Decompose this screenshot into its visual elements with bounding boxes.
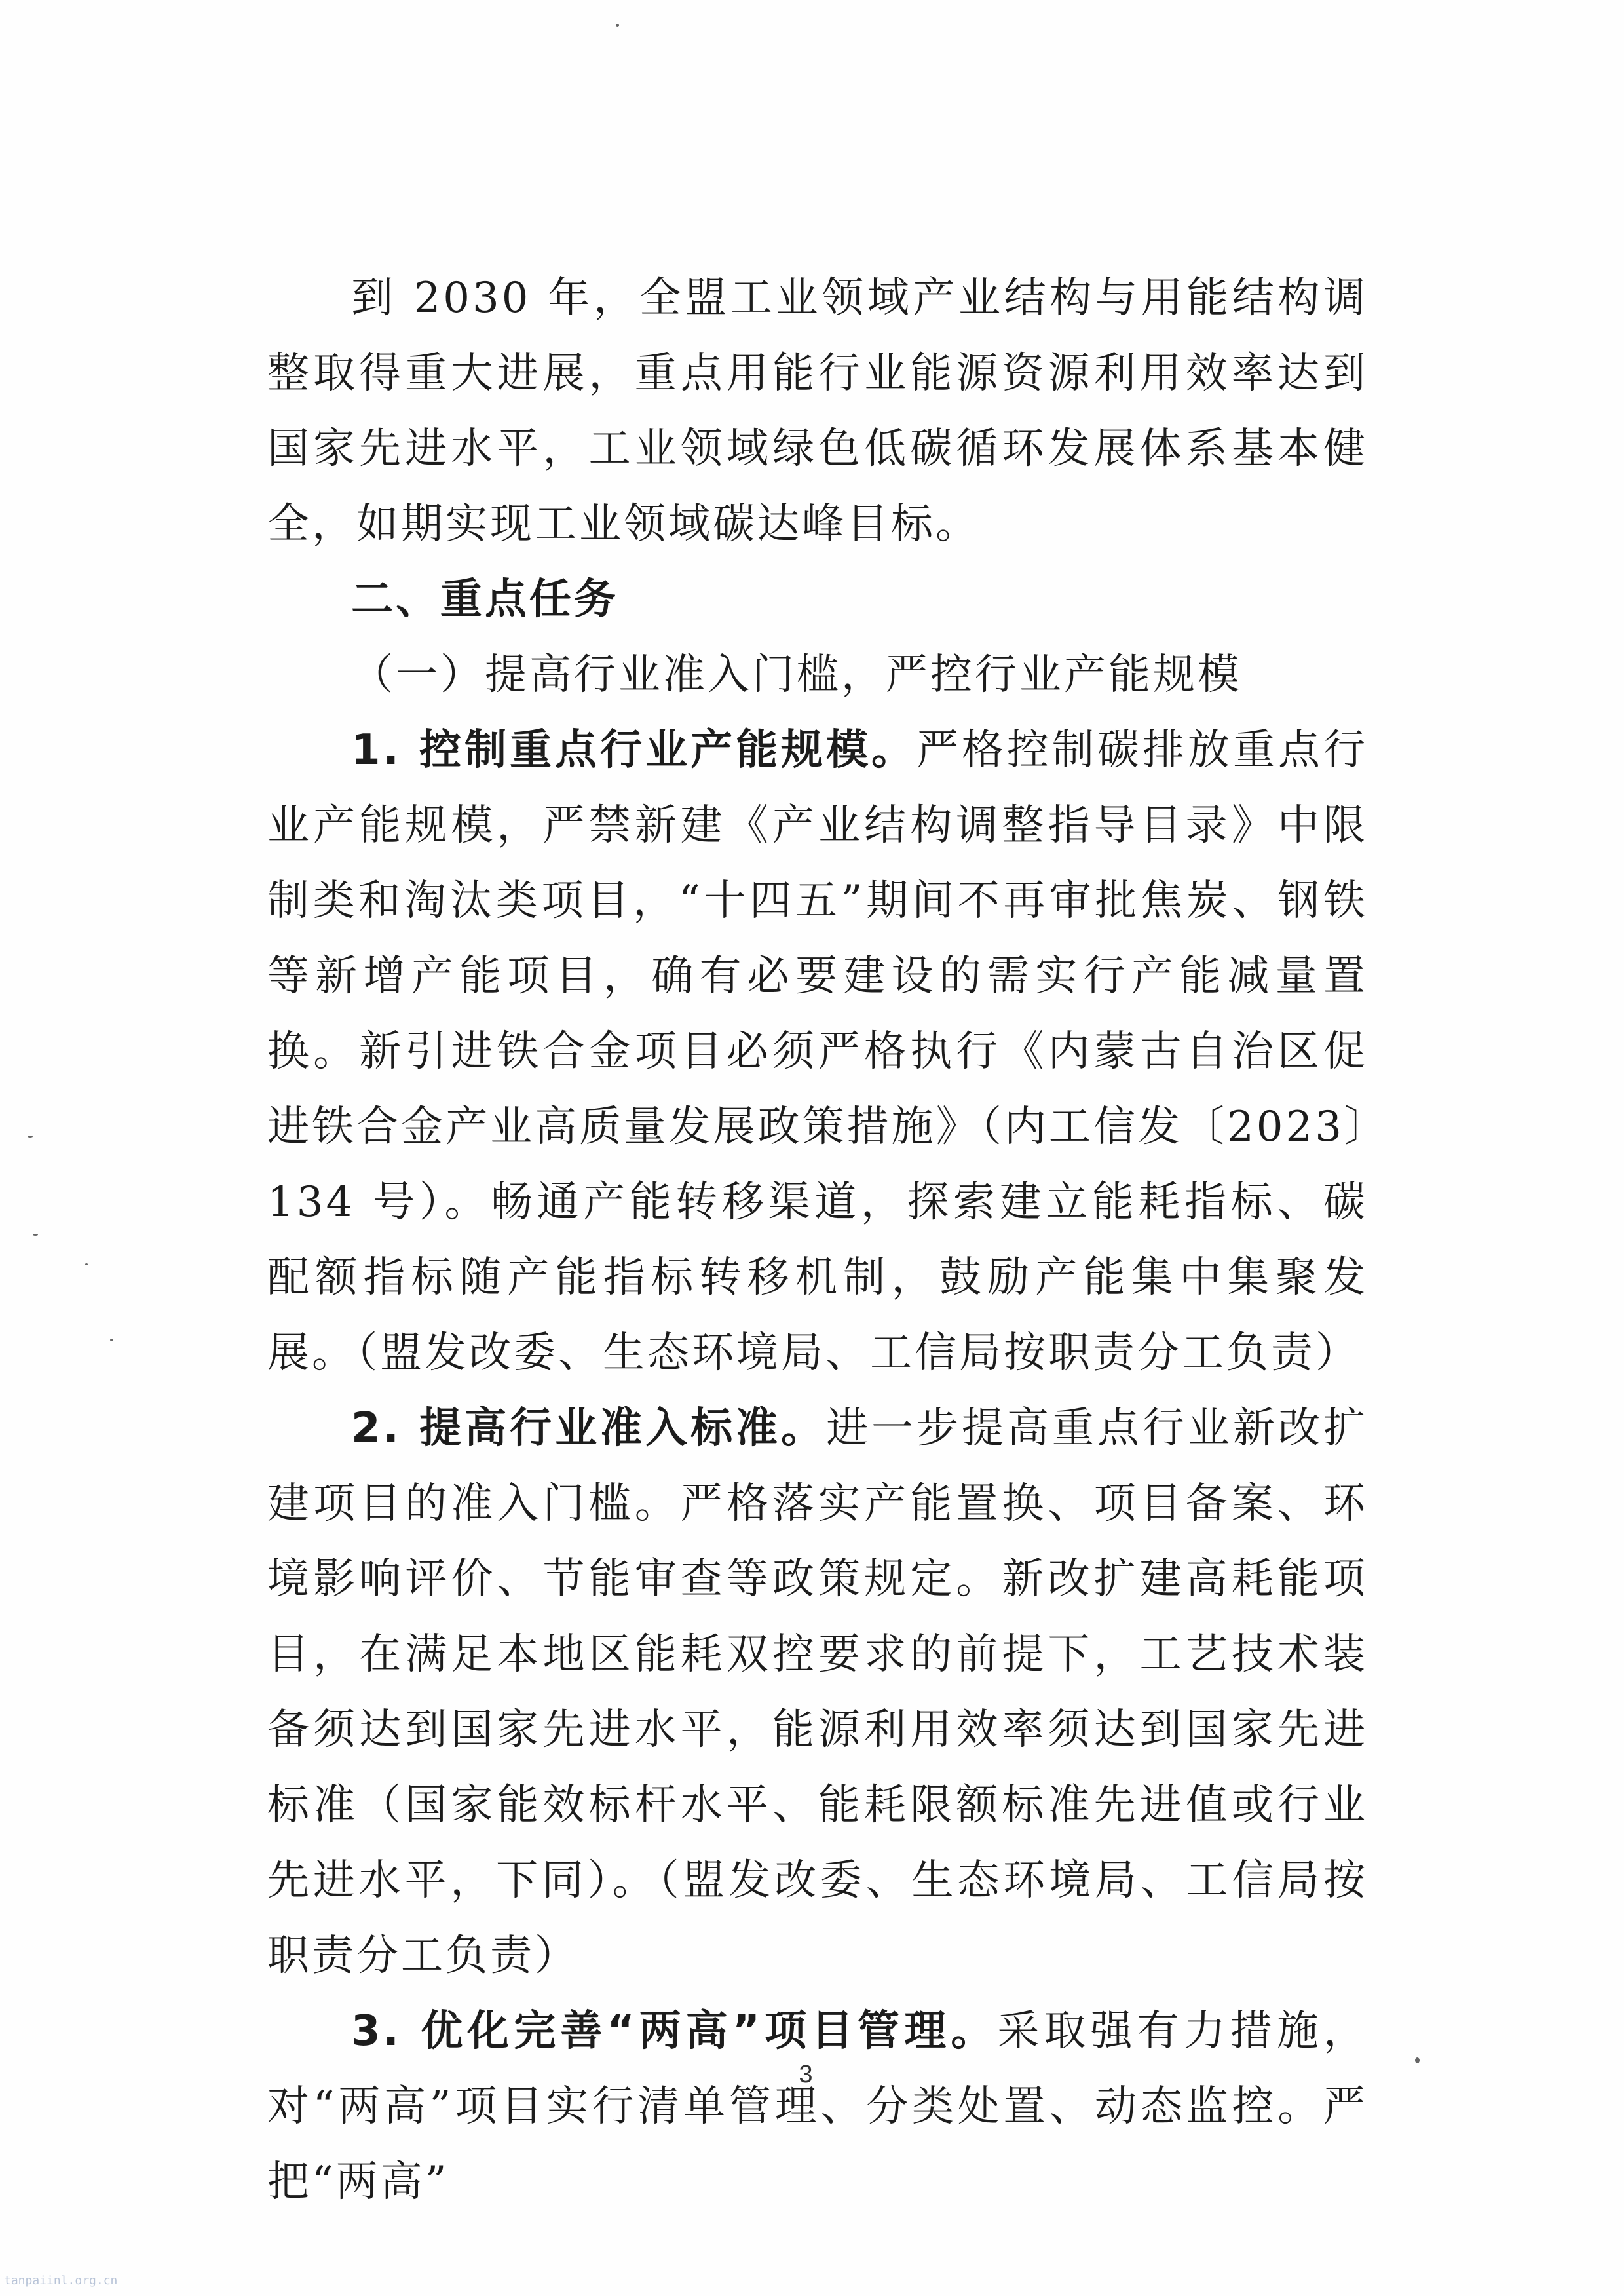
scan-speck [110,1339,113,1341]
task-item-2-text: 进一步提高重点行业新改扩建项目的准入门槛。严格落实产能置换、项目备案、环境影响评价、节能审查等政策规定。新改扩建高耗能项目，在满足本地区能耗双控要求的前提下，工艺技术装备须达到国家先进水平，能源利用效率须达到国家先进标准（国家能效标杆水平、能耗限额标准先进值或行业先进水平，下同）。（盟发改委、生态环境局、工信局按职责分工负责） [267,1404,1369,1980]
task-item-3 [267,1994,1368,2220]
task-item-1 [267,713,1368,1391]
section-heading: 二、重点任务 [351,575,618,624]
scan-speck [28,1136,33,1138]
task-item-1-title: 1. 控制重点行业产能规模。 [351,726,917,775]
scan-speck [616,24,619,27]
scan-speck [1415,2057,1420,2063]
task-item-2-title: 2. 提高行业准入标准。 [351,1404,827,1453]
subsection-heading: （一）提高行业准入门槛，严控行业产能规模 [351,651,1242,699]
task-item-2 [267,1391,1368,1994]
task-item-3-text: 采取强有力措施，对“两高”项目实行清单管理、分类处置、动态监控。严把“两高” [267,2007,1369,2206]
task-item-3-title: 3. 优化完善“两高”项目管理。 [351,2007,998,2056]
document-body [267,261,1368,2220]
page-number: 3 [799,2061,813,2088]
scan-speck [85,1263,88,1265]
intro-paragraph: 到 2030 年，全盟工业领域产业结构与用能结构调整取得重大进展，重点用能行业能源资源利用效率达到国家先进水平，工业领域绿色低碳循环发展体系基本健全，如期实现工业领域碳达峰目标。 [267,274,1368,548]
scan-speck [33,1234,38,1236]
task-item-1-text: 严格控制碳排放重点行业产能规模，严禁新建《产业结构调整指导目录》中限制类和淘汰类项目，“十四五”期间不再审批焦炭、钢铁等新增产能项目，确有必要建设的需实行产能减量置换。新引进铁合金项目必须严格执行《内蒙古自治区促进铁合金产业高质量发展政策措施》（内工信发〔2023〕134 号）。畅通产能转移渠道，探索建立能耗指标、碳配额指标随产能指标转移机制，鼓励产能集中集聚发展。（盟发改委、生态环境局、工信局按职责分工负责） [267,726,1369,1377]
watermark-text: tanpaiinl.org.cn [4,2274,118,2287]
